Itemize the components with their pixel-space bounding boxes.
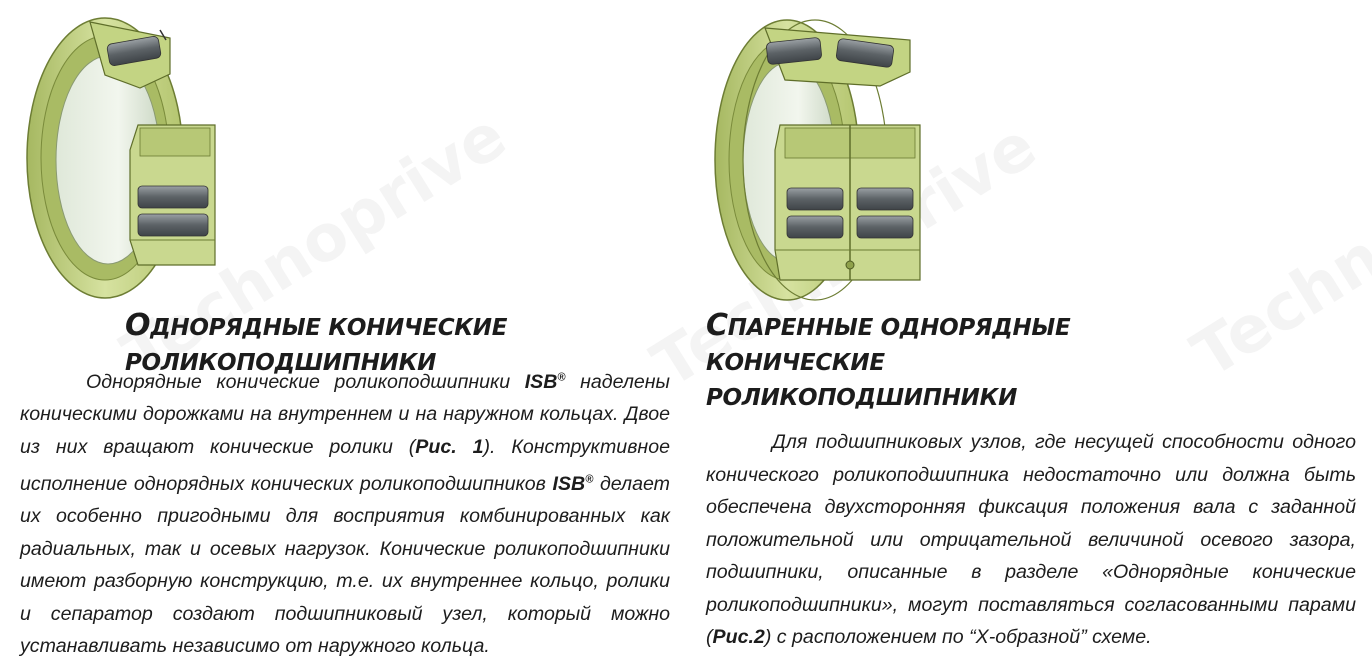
bold-text: ISB <box>524 370 558 393</box>
heading-rest: ПАРЕННЫЕ ОДНОРЯДНЫЕ КОНИЧЕСКИЕ <box>706 315 1071 376</box>
text-run: наделены коническими дорожками на внутреннем и на наружном кольцах. Двое из них вращают конические ролики ( <box>20 370 670 458</box>
text-run: Однорядные конические роликоподшипники <box>86 370 525 393</box>
paired-description-paragraph <box>706 426 1356 654</box>
section-heading-paired <box>706 308 1206 416</box>
heading-first-letter: О <box>125 308 151 343</box>
paired-tapered-roller-bearings-illustration <box>705 0 935 305</box>
single-row-tapered-roller-bearing-illustration <box>20 0 235 305</box>
watermark <box>1180 99 1372 393</box>
bold-text: Рис.2 <box>712 626 765 648</box>
text-run: ) с расположением по “Х-образной” схеме. <box>764 626 1152 648</box>
paragraph-content <box>20 371 670 658</box>
heading-first-letter: С <box>706 308 728 343</box>
registered-mark: ® <box>557 371 566 383</box>
single-row-description-paragraph <box>20 361 670 663</box>
registered-mark: ® <box>585 473 594 486</box>
text-run: ). Конструктивное исполнение однорядных конических роликоподшипников <box>20 435 670 495</box>
heading-rest: ДНОРЯДНЫЕ КОНИЧЕСКИЕ РОЛИКОПОДШИПНИКИ <box>125 315 508 376</box>
text-run: делает их особенно пригодными для восприятия комбинированных как радиальных, так и осевых нагрузок. Конические роликоподшипники имеют разборную конструкцию, т.е. их внутреннее кольцо, ролики и сепаратор создают подшипниковый узел, который можно устанавливать независимо от наружного кольца. <box>20 472 670 658</box>
text-run: Для подшипниковых узлов, где несущей способности одного конического роликоподшипника недостаточно или должна быть обеспечена двухсторонняя фиксация положения вала с заданной положительной или отрицательной величиной осевого зазора, подшипники, описанные в разделе «Однорядные конические роликоподшипники», могут поставляться согласованными парами ( <box>706 431 1356 648</box>
paragraph-content <box>706 431 1356 648</box>
bold-text: ISB <box>552 472 586 495</box>
heading-line-2: РОЛИКОПОДШИПНИКИ <box>706 385 1018 411</box>
bold-text: Рис. 1 <box>415 435 484 458</box>
